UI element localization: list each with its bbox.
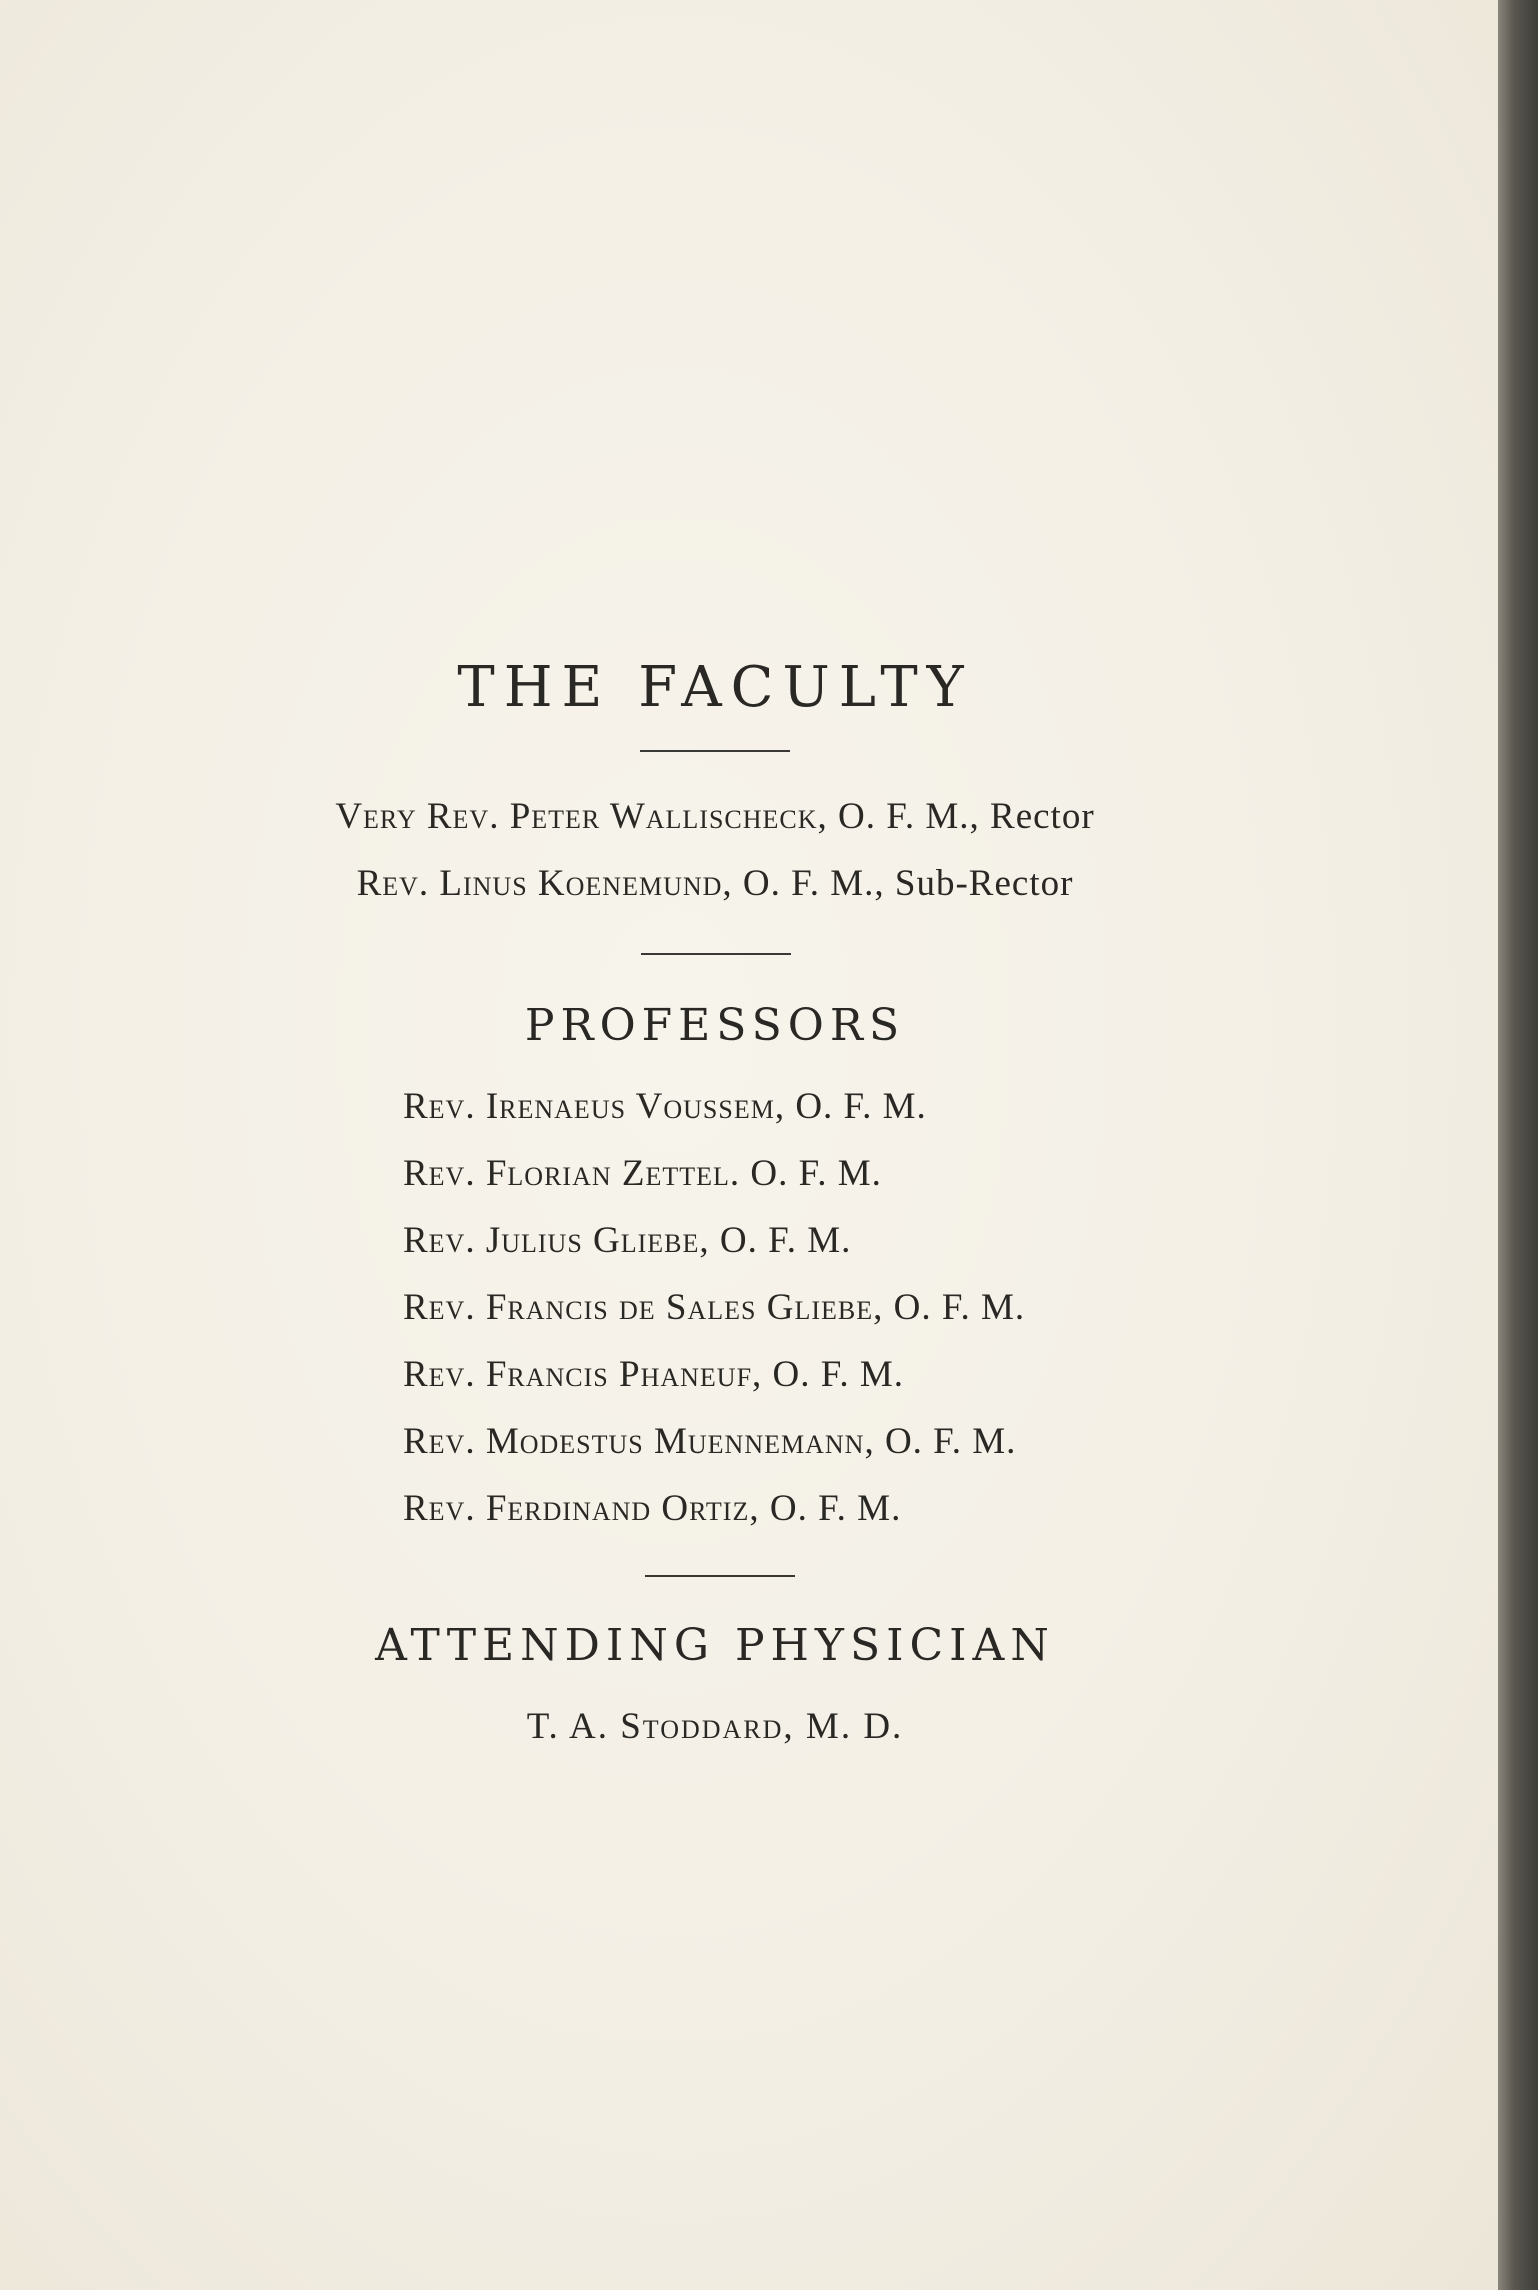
- professors-heading: PROFESSORS: [524, 1000, 906, 1051]
- page-edge-shadow: [1498, 0, 1538, 2290]
- professor-item: Rev. Francis de Sales Gliebe, O. F. M.: [403, 1287, 1026, 1328]
- physician-heading: ATTENDING PHYSICIAN: [375, 1620, 1055, 1671]
- officer-name: Very Rev. Peter Wallischeck, O. F. M.,: [335, 796, 980, 837]
- professor-item: Rev. Florian Zettel. O. F. M.: [403, 1153, 882, 1194]
- professor-item: Rev. Irenaeus Voussem, O. F. M.: [403, 1086, 927, 1127]
- officer-role: Sub-Rector: [894, 863, 1074, 904]
- professor-item: Rev. Julius Gliebe, O. F. M.: [403, 1220, 852, 1261]
- physician-name: T. A. Stoddard, M. D.: [526, 1706, 904, 1747]
- officer-name: Rev. Linus Koenemund, O. F. M.,: [356, 863, 885, 904]
- professor-item: Rev. Modestus Muennemann, O. F. M.: [403, 1421, 1017, 1462]
- professors-list: [403, 1085, 1025, 1554]
- officer-rector: [0, 795, 1430, 838]
- divider-rule: [645, 1575, 795, 1577]
- divider-rule: [641, 953, 791, 955]
- divider-rule: [640, 750, 790, 752]
- page-title: THE FACULTY: [457, 655, 973, 720]
- officer-sub-rector: [0, 862, 1430, 905]
- professor-item: Rev. Ferdinand Ortiz, O. F. M.: [403, 1488, 902, 1529]
- officer-role: Rector: [990, 796, 1095, 837]
- professor-item: Rev. Francis Phaneuf, O. F. M.: [403, 1354, 905, 1395]
